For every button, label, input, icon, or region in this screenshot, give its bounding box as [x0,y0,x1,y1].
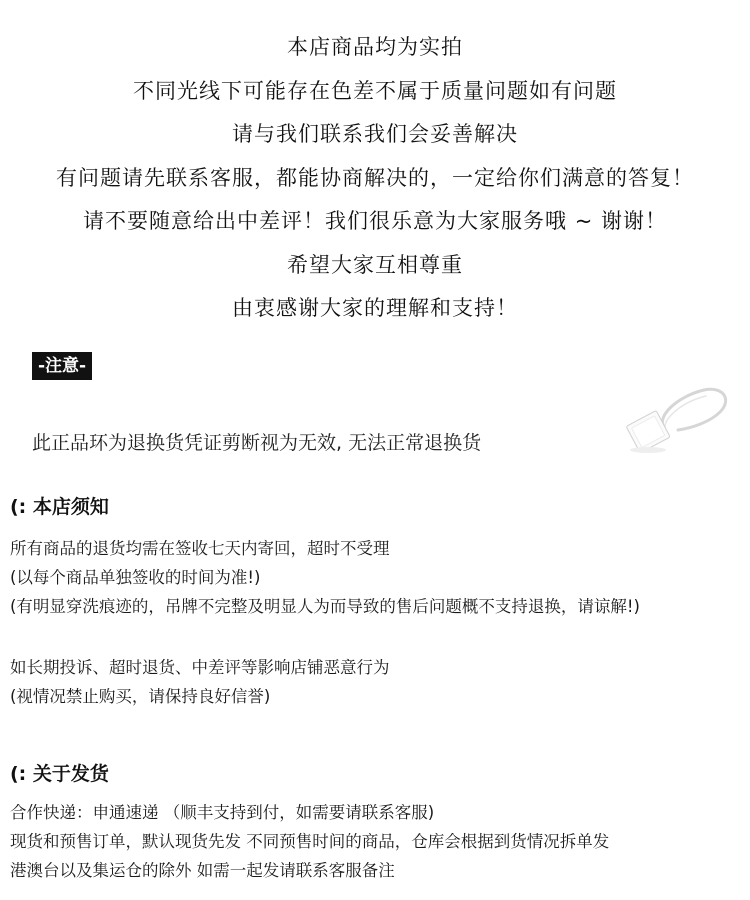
tag-note: 此正品环为退换货凭证剪断视为无效, 无法正常退换货 [32,432,482,454]
notice-line: 请不要随意给出中差评！我们很乐意为大家服务哦 ~ 谢谢！ [83,209,667,233]
shipping-line: 现货和预售订单，默认现货先发 不同预售时间的商品，仓库会根据到货情况拆单发 [10,832,610,851]
store-notice-line: 所有商品的退货均需在签收七天内寄回，超时不受理 [10,539,390,558]
store-notice-line: (视情况禁止购买，请保持良好信誉) [10,687,271,706]
security-tag-icon [626,378,730,458]
store-notice-line: (有明显穿洗痕迹的，吊牌不完整及明显人为而导致的售后问题概不支持退换，请谅解!) [10,597,640,616]
notice-line: 本店商品均为实拍 [287,35,463,59]
store-notice-text-2 [10,653,390,711]
shipping-line: 港澳台以及集运仓的除外 如需一起发请联系客服备注 [10,861,395,880]
shipping-heading: (: 关于发货 [10,763,109,785]
notice-line: 有问题请先联系客服，都能协商解决的，一定给你们满意的答复！ [56,165,694,190]
shipping-line: 合作快递：申通速递 （顺丰支持到付，如需要请联系客服) [10,803,435,822]
attention-badge: -注意- [32,352,92,380]
notice-line: 希望大家互相尊重 [287,252,463,277]
notice-line: 请与我们联系我们会妥善解决 [232,122,518,146]
notice-block [0,26,750,331]
notice-line: 由衷感谢大家的理解和支持！ [232,296,518,320]
store-notice-line: (以每个商品单独签收的时间为准!) [10,568,261,587]
shipping-text [10,798,609,885]
notice-line: 不同光线下可能存在色差不属于质量问题如有问题 [133,78,617,103]
store-notice-text [10,534,640,621]
store-notice-heading: (: 本店须知 [10,496,109,518]
store-notice-line: 如长期投诉、超时退货、中差评等影响店铺恶意行为 [10,658,390,677]
